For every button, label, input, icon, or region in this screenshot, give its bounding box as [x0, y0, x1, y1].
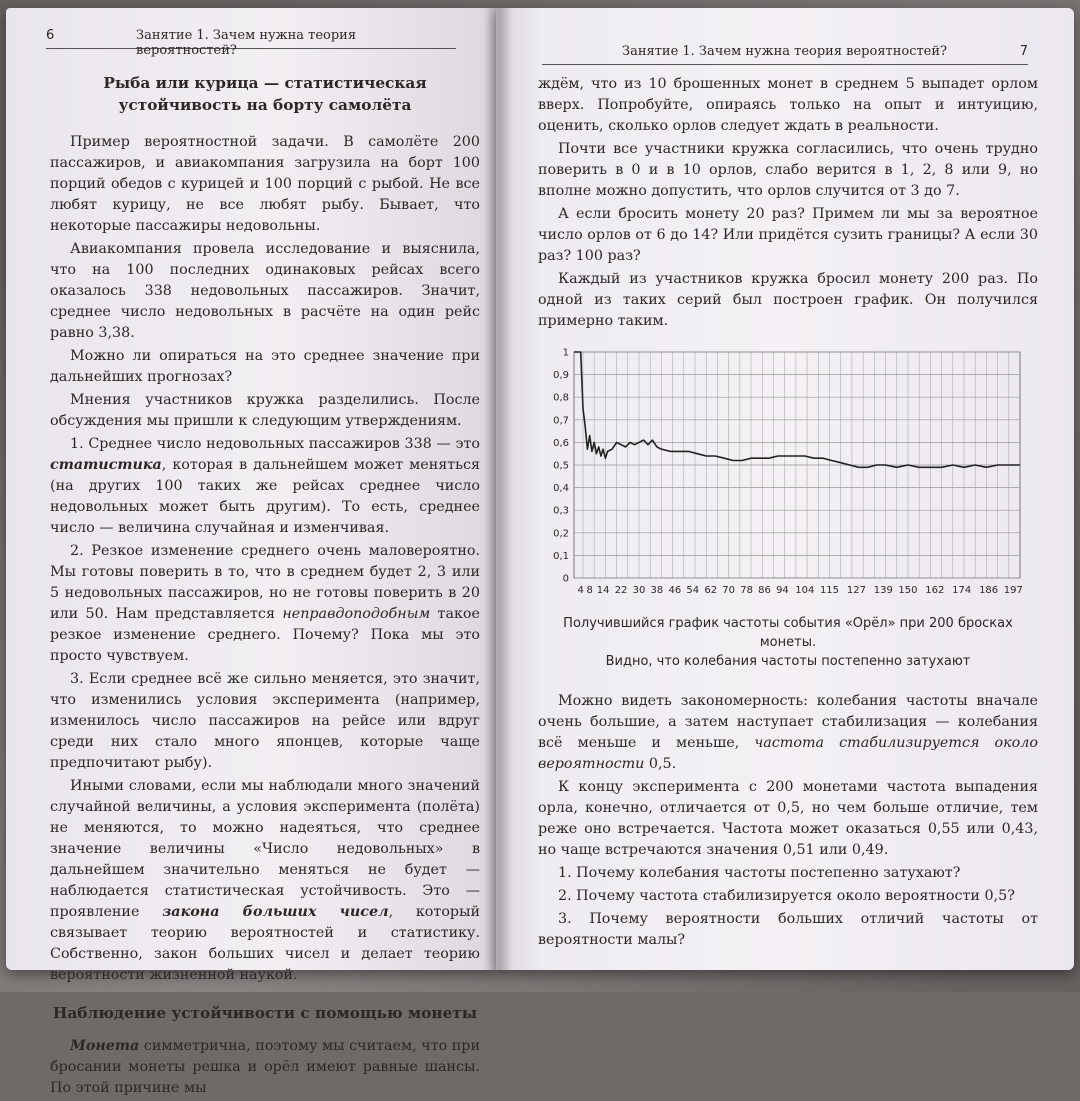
statement-text: , которая в дальнейшем может меняться (на других 100 таких же рейсах среднее число недовольных может быть другим). То есть, среднее число — величина случайная и изменчивая. [50, 457, 480, 536]
paragraph-text: Иными словами, если мы наблюдали много значений случайной величины, а условия эксперимента (полёта) не меняются, то можно надеяться, что среднее значение величины «Число недовольных» в дальнейшем значительно меняться не будет — наблюдается статистическая устойчивость. Это — проявление [50, 778, 480, 920]
x-tick-label: 22 [614, 585, 628, 596]
frequency-series-line [574, 352, 1020, 467]
chart-caption-line: Видно, что колебания частоты постепенно затухают [605, 654, 971, 669]
x-tick-label: 38 [650, 585, 664, 596]
statement-list [50, 434, 480, 774]
question-item: 1. Почему колебания частоты постепенно затухают? [558, 865, 961, 881]
right-page-number: 7 [1019, 44, 1028, 59]
x-tick-label: 14 [596, 585, 610, 596]
statement-item [50, 434, 480, 539]
left-page-body [50, 66, 480, 1101]
x-tick-label: 78 [740, 585, 753, 596]
statement-item: 3. Если среднее всё же сильно меняется, это значит, что изменились условия эксперимента (например, изменилось число пассажиров на рейсе или вдруг среди них стало много японцев, которые чаще предпочитают рыбу). [50, 671, 480, 771]
statement-text: 1. Среднее число недовольных пассажиров 338 — это [70, 436, 480, 452]
y-tick-label: 0,1 [553, 550, 569, 562]
paragraph: Мнения участников кружка разделились. После обсуждения мы пришли к следующим утверждениям. [50, 392, 480, 429]
x-tick-label: 70 [722, 585, 736, 596]
x-tick-label: 162 [925, 585, 945, 596]
paragraph: ждём, что из 10 брошенных монет в среднем 5 выпадет орлом вверх. Попробуйте, опираясь только на опыт и интуицию, оценить, сколько орлов следует ждать в реальности. [538, 76, 1038, 134]
paragraph [50, 1036, 480, 1099]
frequency-chart-svg [538, 340, 1038, 608]
y-tick-label: 0,7 [553, 415, 569, 427]
x-tick-label: 30 [632, 585, 646, 596]
paragraph: Каждый из участников кружка бросил монету 200 раз. По одной из таких серий был построен график. Он получился примерно таким. [538, 271, 1038, 329]
paragraph: Почти все участники кружка согласились, что очень трудно поверить в 0 и в 10 орлов, слабо верится в 1, 2, 8 или 9, но вполне можно допустить, что орлов случится от 3 до 7. [538, 141, 1038, 199]
question-list [538, 863, 1038, 951]
statement-text: 2. Резкое изменение среднего очень маловероятно. Мы готовы поверить в то, что в среднем будет 2, 3 или 5 недовольных пассажиров, но не готовы поверить в 20 или 50. Нам представляется [50, 543, 480, 622]
left-running-head-title: Занятие 1. Зачем нужна теория вероятностей? [136, 28, 357, 58]
statement-text: такое резкое изменение среднего. Почему? Пока мы это просто чувствуем. [50, 606, 480, 664]
x-tick-label: 174 [952, 585, 972, 596]
left-running-head [46, 28, 456, 58]
y-tick-label: 0,8 [553, 392, 569, 404]
paragraph-text: 0,5. [644, 756, 677, 772]
x-tick-label: 197 [1003, 585, 1023, 596]
x-tick-label: 115 [819, 585, 840, 596]
x-tick-label: 186 [979, 585, 999, 596]
left-page [6, 8, 496, 1096]
frequency-chart [538, 340, 1038, 608]
x-tick-label: 54 [686, 585, 700, 596]
statement-emphasis: статистика [50, 457, 162, 473]
y-tick-label: 0,9 [553, 370, 569, 382]
y-tick-label: 0,3 [553, 505, 569, 517]
chart-caption-line: Получившийся график частоты события «Орёл» при 200 бросках монеты. [563, 616, 1013, 650]
y-tick-label: 0,2 [553, 528, 569, 540]
x-tick-label: 94 [776, 585, 789, 596]
question-item: 2. Почему частота стабилизируется около вероятности 0,5? [558, 888, 1015, 904]
x-tick-label: 62 [704, 585, 718, 596]
right-running-head [542, 44, 1028, 65]
open-book [6, 8, 1076, 1096]
paragraph: К концу эксперимента с 200 монетами частота выпадения орла, конечно, отличается от 0,5, но чем больше отличие, тем реже оно встречается. Частота может оказаться 0,55 или 0,43, но чаще встречаются значения 0,51 или 0,49. [538, 779, 1038, 858]
section-title: Рыба или курица — статистическая устойчивость на борту самолёта [103, 74, 427, 114]
x-tick-label: 150 [898, 585, 918, 596]
y-tick-label: 0 [562, 573, 569, 585]
paragraph [50, 776, 480, 986]
right-page [496, 8, 1074, 970]
statement-item [50, 541, 480, 667]
paragraph-emphasis: закона больших чисел [162, 904, 389, 920]
paragraph: А если бросить монету 20 раз? Примем ли мы за вероятное число орлов от 6 до 14? Или придётся сузить границы? А если 30 раз? 100 раз? [538, 206, 1038, 264]
paragraph-text: симметрична, поэтому мы считаем, что при бросании монеты решка и орёл имеют равные шансы. По этой причине мы [50, 1038, 480, 1096]
x-tick-label: 139 [873, 585, 893, 596]
right-running-head-title: Занятие 1. Зачем нужна теория вероятностей? [622, 44, 948, 59]
y-tick-label: 0,6 [553, 437, 569, 449]
x-tick-label: 86 [758, 585, 771, 596]
paragraph: Пример вероятностной задачи. В самолёте 200 пассажиров, и авиакомпания загрузила на борт 100 порций обедов с курицей и 100 порций с рыбой. Не все любят курицу, не все любят рыбу. Бывает, что некоторые пассажиры недовольны. [50, 134, 480, 234]
x-tick-label: 104 [795, 585, 815, 596]
paragraph-emphasis: Монета [70, 1038, 140, 1054]
left-page-number: 6 [46, 28, 55, 43]
right-page-body [538, 74, 1038, 953]
x-tick-label: 4 [577, 585, 584, 596]
paragraph: Авиакомпания провела исследование и выяснила, что на 100 последних одинаковых рейсах всего оказалось 338 недовольных пассажиров. Значит, среднее число недовольных в расчёте на один рейс равно 3,38. [50, 241, 480, 341]
y-tick-label: 1 [562, 347, 569, 359]
paragraph-text: Можно видеть закономерность: колебания частоты вначале очень большие, а затем наступает стабилизация — колебания всё меньше и меньше, [538, 693, 1038, 751]
y-tick-label: 0,5 [553, 460, 569, 472]
subsection-title: Наблюдение устойчивости с помощью монеты [52, 1004, 478, 1022]
statement-emphasis: неправдоподобным [282, 606, 431, 622]
x-tick-label: 127 [846, 585, 866, 596]
paragraph-emphasis: частота стабилизируется около вероятности [538, 735, 1039, 772]
x-tick-label: 8 [586, 585, 593, 596]
question-item: 3. Почему вероятности больших отличий частоты от вероятности малы? [538, 911, 1038, 948]
paragraph: Можно ли опираться на это среднее значение при дальнейших прогнозах? [50, 348, 480, 385]
chart-caption [538, 614, 1038, 671]
y-tick-label: 0,4 [553, 483, 569, 495]
x-tick-label: 46 [668, 585, 682, 596]
paragraph [538, 691, 1038, 775]
paragraph-text: , который связывает теорию вероятностей и статистику. Собственно, закон больших чисел и делает теорию вероятности жизненной наукой. [50, 904, 480, 983]
